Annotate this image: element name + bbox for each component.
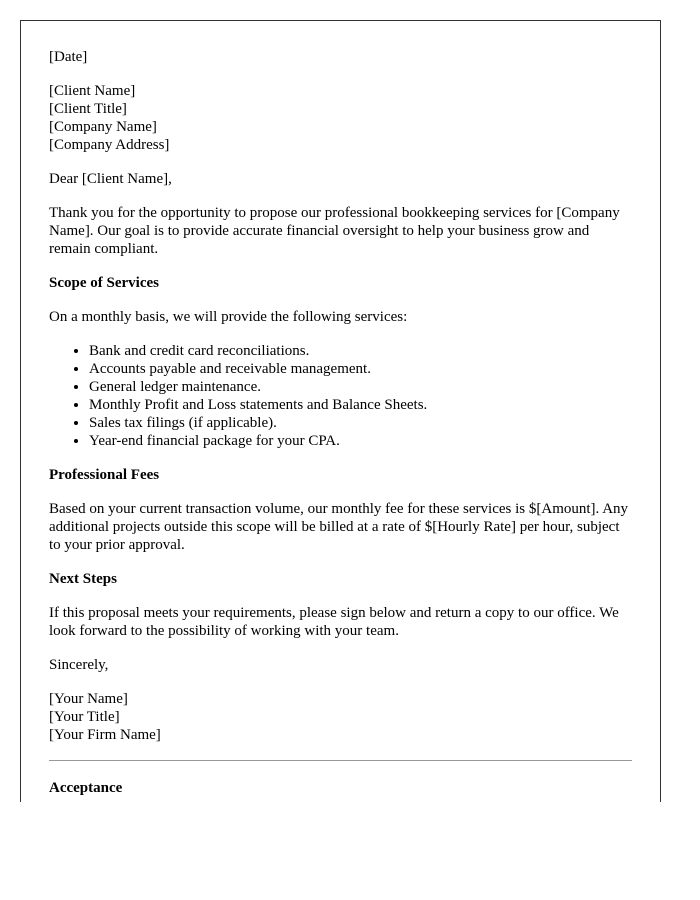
list-item: • Year-end financial package for your CPA. <box>89 432 632 450</box>
date: [Date] <box>49 49 88 65</box>
divider <box>49 760 632 761</box>
client-name: [Client Name] <box>49 83 136 99</box>
list-item: • Monthly Profit and Loss statements and Balance Sheets. <box>89 396 632 414</box>
your-title: [Your Title] <box>49 709 120 725</box>
list-item: • Accounts payable and receivable management. <box>89 360 632 378</box>
fees-heading: Professional Fees <box>49 467 160 483</box>
client-title: [Client Title] <box>49 101 127 117</box>
scope-lead: On a monthly basis, we will provide the following services: <box>49 309 408 325</box>
list-item: • Sales tax filings (if applicable). <box>89 414 632 432</box>
signature-block <box>49 690 632 744</box>
company-address: [Company Address] <box>49 137 170 153</box>
fees-paragraph: Based on your current transaction volume, our monthly fee for these services is $[Amount]. Any additional projects outside this scope will be billed at a rate of $[Hourly Rate] per hour, subject to your prior approval. <box>49 501 629 553</box>
recipient-address <box>49 82 632 154</box>
acceptance-heading: Acceptance <box>49 780 123 796</box>
next-steps-paragraph: If this proposal meets your requirements, please sign below and return a copy to our office. We look forward to the possibility of working with your team. <box>49 605 619 639</box>
letter-page <box>20 20 661 802</box>
list-item: • Bank and credit card reconciliations. <box>89 342 632 360</box>
next-steps-heading: Next Steps <box>49 571 117 587</box>
your-name: [Your Name] <box>49 691 128 707</box>
company-name: [Company Name] <box>49 119 157 135</box>
scope-heading: Scope of Services <box>49 275 159 291</box>
closing: Sincerely, <box>49 657 109 673</box>
services-list <box>49 342 632 450</box>
firm-name: [Your Firm Name] <box>49 727 161 743</box>
list-item: • General ledger maintenance. <box>89 378 632 396</box>
salutation: Dear [Client Name], <box>49 171 172 187</box>
intro-paragraph: Thank you for the opportunity to propose our professional bookkeeping services for [Company Name]. Our goal is to provide accurate financial oversight to help your business grow and remain compliant. <box>49 205 620 257</box>
